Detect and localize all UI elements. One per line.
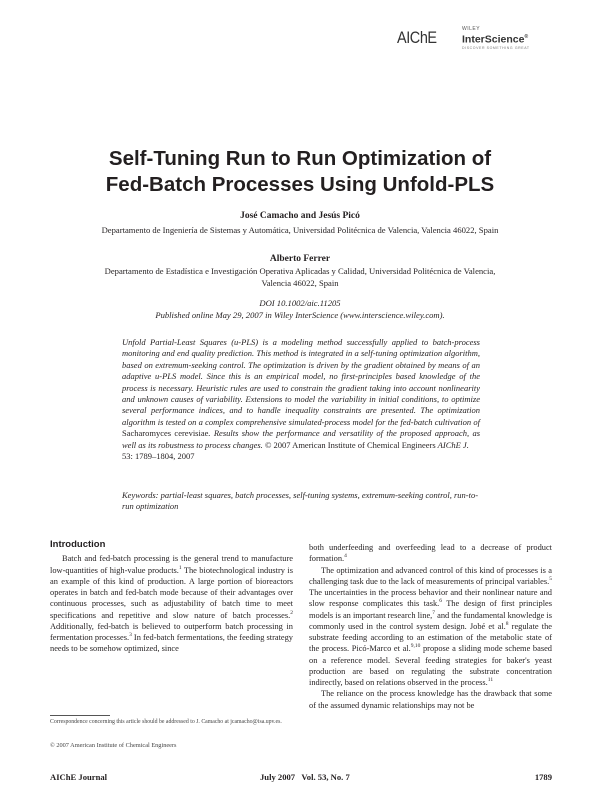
section-heading-introduction: Introduction: [50, 539, 106, 550]
right-paragraph-2: The optimization and advanced control of this kind of processes is a challenging task due to the lack of measurements of principal variables.$^5$ The uncertainties in the process behavior and their nonlinear nature and slow response complicates this task.$^6$ The design of first principles models is an important research line,$^7$ and the fundamental knowledge is commonly used in the control system design. Jobé et al.$^8$ regulate the substrate feeding according to an estimation of the metabolic state of the process. Picó-Marco et al.$^{9,10}$ propose a sliding mode scheme based on a reference model. Several feeding strategies for baker's yeast production are based on regulating the substrate concentration indirectly, based on relations observed in the process.$^{11}$: [309, 565, 552, 687]
intro-paragraph-1: Batch and fed-batch processing is the general trend to manufacture low-quantities of high-value products.$^1$ The biotechnological industry is an example of this kind of production. A large portion of bioreactors operates in batch and fed-batch mode because of their advantages over continuous processes, such as adjustability of batch time to meet specifications and repetitive and slow nature of batch processes.$^2$ Additionally, fed-batch is believed to outperform batch processing in fermentation processes.$^3$ In fed-batch fermentations, the feeding strategy needs to be somehow optimized, since: [50, 554, 293, 654]
ref-link[interactable]: 9,10: [410, 643, 421, 650]
doi[interactable]: DOI 10.1002/aic.11205: [259, 298, 341, 308]
affiliation-2-line-1: Departamento de Estadística e Investigación Operativa Aplicadas y Calidad, Universidad Politécnica de Valencia,: [104, 266, 496, 276]
copyright-notice: © 2007 American Institute of Chemical Engineers: [50, 742, 177, 749]
footer-journal: AIChE Journal: [50, 772, 108, 782]
affiliation-2: [40, 265, 560, 289]
abstract-text-2: . Results show the performance and versatility of the proposed approach, as well as its robustness to process changes.: [122, 428, 480, 450]
right-paragraph-3: The reliance on the process knowledge has the drawback that some of the assumed dynamic relationships may not be: [309, 689, 552, 710]
abstract-journal-ref: AIChE J.: [437, 439, 469, 450]
abstract-organism: Sacharomyces cerevisiae: [122, 428, 209, 439]
abstract: [122, 337, 480, 462]
affiliation-1: Departamento de Ingeniería de Sistemas y Automática, Universidad Politécnica de Valencia, Valencia 46022, Spain: [101, 225, 499, 235]
abstract-text-1: Unfold Partial-Least Squares (u-PLS) is a modeling method successfully applied to batch-process monitoring and end quality prediction. This method is integrated in a self-tuning optimization algorithm, based on extremum-seeking control. The optimization is driven by the gradient obtained by means of an adaptive u-PLS model. Since this is an empirical model, no first-principles based knowledge of the process is necessary. Heuristic rules are used to constrain the gradient taking into account nonlinearity and unknown causes of variability. Extensions to model the variability in initial conditions, to optimize several performance indices, and to handle inequality constraints are presented. The optimization algorithm is tested on a complex comprehensive simulated-process model for the fed-batch cultivation of: [122, 337, 480, 427]
left-column: [50, 539, 293, 655]
correspondence-footnote: Correspondence concerning this article should be addressed to J. Camacho at jcamacho@isa.upv.es.: [50, 719, 282, 725]
article-title: [60, 146, 540, 198]
publication-info: [40, 298, 560, 321]
abstract-copyright: © 2007 American Institute of Chemical Engineers: [264, 439, 436, 450]
ref-link[interactable]: 11: [487, 677, 494, 684]
authors-group-1: José Camacho and Jesús Picó: [240, 211, 360, 221]
affiliation-2-line-2: Valencia 46022, Spain: [261, 278, 339, 288]
title-line-1: Self-Tuning Run to Run Optimization of: [108, 147, 492, 170]
ref-link[interactable]: 4: [344, 553, 347, 560]
title-line-2: Fed-Batch Processes Using Unfold-PLS: [105, 173, 495, 196]
right-paragraph-1: both underfeeding and overfeeding lead to a decrease of product formation.$^4$: [309, 543, 552, 564]
ref-link[interactable]: 3: [129, 632, 132, 639]
ref-link[interactable]: 7: [432, 609, 436, 616]
authors-group-2: Alberto Ferrer: [269, 254, 331, 264]
keywords: Keywords: partial-least squares, batch processes, self-tuning systems, extremum-seeking control, run-to-run optimization: [122, 490, 479, 512]
ref-link[interactable]: 8: [505, 620, 509, 627]
wiley-small-text: WILEY: [462, 26, 481, 32]
published-online: Published online May 29, 2007 in Wiley InterScience (www.interscience.wiley.com).: [155, 309, 445, 320]
wiley-interscience-logo: [462, 26, 552, 50]
abstract-citation: 53: 1789–1804, 2007: [122, 451, 195, 462]
footer-page-number: 1789: [534, 772, 552, 782]
right-column: [309, 542, 552, 711]
ref-link[interactable]: 2: [290, 609, 293, 616]
interscience-text: InterScience®: [462, 33, 529, 46]
ref-link[interactable]: 1: [178, 564, 182, 571]
ref-link[interactable]: 5: [549, 575, 552, 582]
footnote-divider: [50, 715, 110, 716]
ref-link[interactable]: 6: [439, 598, 442, 605]
footer-issue: July 2007 Vol. 53, No. 7: [260, 772, 350, 782]
aiche-logo: AIChE: [397, 28, 437, 47]
wiley-tagline: DISCOVER SOMETHING GREAT: [462, 45, 530, 50]
